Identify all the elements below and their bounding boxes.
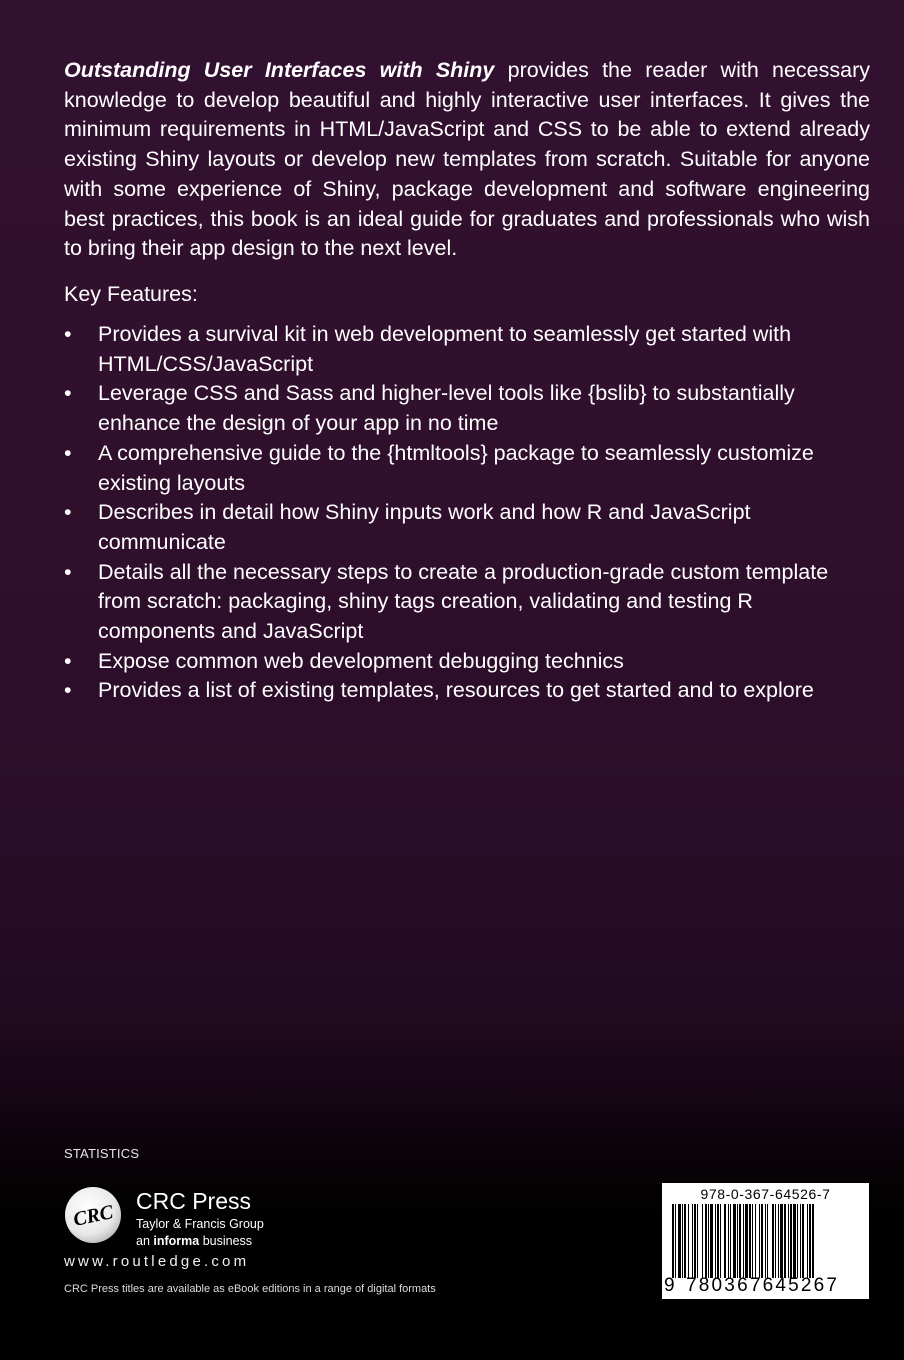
barcode-bar — [710, 1204, 713, 1278]
isbn-barcode — [662, 1183, 869, 1299]
bullet-icon: • — [64, 381, 72, 406]
key-features-list — [64, 320, 874, 706]
barcode-bar — [692, 1204, 693, 1278]
barcode-bar — [778, 1204, 779, 1278]
barcode-bar — [724, 1204, 726, 1278]
barcode-bar — [672, 1204, 674, 1278]
list-item — [64, 676, 874, 706]
crc-logo-icon — [64, 1186, 122, 1244]
blurb-paragraph — [64, 56, 870, 264]
informa-brand: informa — [153, 1234, 200, 1248]
feature-text: A comprehensive guide to the {htmltools} package to seamlessly customize existing layouts — [98, 440, 814, 495]
barcode-bar — [694, 1204, 696, 1278]
bullet-icon: • — [64, 500, 72, 525]
barcode-bar — [739, 1204, 741, 1278]
barcode-bar — [767, 1204, 768, 1278]
feature-text: Provides a survival kit in web development to seamlessly get started with HTML/CSS/JavaScript — [98, 322, 792, 376]
barcode-first-digit: 9 — [664, 1275, 675, 1296]
bullet-icon: • — [64, 322, 72, 346]
barcode-bar — [788, 1204, 789, 1278]
barcode-bar — [720, 1204, 721, 1278]
barcode-bar — [765, 1204, 766, 1278]
barcode-bar — [755, 1204, 756, 1278]
bullet-icon: • — [64, 648, 72, 673]
list-item — [64, 439, 874, 498]
barcode-bar — [761, 1204, 763, 1278]
list-item — [64, 320, 874, 379]
publisher-block — [64, 1186, 364, 1256]
feature-text: Expose common web development debugging technics — [98, 648, 624, 673]
subject-category: STATISTICS — [64, 1146, 140, 1161]
barcode-bar — [749, 1204, 751, 1278]
barcode-bar — [682, 1204, 683, 1278]
barcode-bar — [800, 1204, 801, 1278]
barcode-bar — [733, 1204, 736, 1278]
list-item — [64, 379, 874, 438]
barcode-bar — [675, 1204, 676, 1278]
barcode-bar — [737, 1204, 738, 1278]
barcode-bar — [780, 1204, 783, 1278]
informa-prefix: an — [136, 1234, 154, 1248]
barcode-bar — [705, 1204, 707, 1278]
barcode-bar — [684, 1204, 686, 1278]
publisher-website: www.routledge.com — [64, 1253, 250, 1270]
blurb-text: provides the reader with necessary knowledge to develop beautiful and highly interactive user interfaces. It gives the minimum requirements in HTML/JavaScript and CSS to be able to extend already existing Shiny layouts or develop new templates from scratch. Suitable for anyone with some experience of Shiny, package development and software engineering best practices, this book is an ideal guide for graduates and professionals who wish to bring their app design to the next level. — [64, 58, 870, 261]
barcode-bar — [797, 1204, 798, 1278]
barcode-bar — [717, 1204, 719, 1278]
barcode-bar — [728, 1204, 729, 1278]
isbn-number: 978-0-367-64526-7 — [700, 1186, 831, 1202]
feature-text: Describes in detail how Shiny inputs work and how R and JavaScript communicate — [98, 500, 751, 554]
barcode-bar — [790, 1204, 792, 1278]
publisher-name: CRC Press — [136, 1188, 252, 1214]
barcode-bar — [784, 1204, 786, 1278]
barcode-bar — [715, 1204, 716, 1278]
barcode-icon — [672, 1204, 862, 1278]
book-title: Outstanding User Interfaces with Shiny — [64, 58, 495, 82]
barcode-digits: 780367645267 — [686, 1275, 840, 1296]
barcode-bar — [812, 1204, 814, 1278]
barcode-bar — [702, 1204, 703, 1278]
barcode-bar — [688, 1204, 689, 1278]
informa-line — [136, 1234, 252, 1248]
barcode-bar — [809, 1204, 811, 1278]
informa-suffix: business — [199, 1234, 253, 1248]
barcode-bar — [772, 1204, 774, 1278]
barcode-bar — [807, 1204, 808, 1278]
barcode-bar — [793, 1204, 796, 1278]
barcode-bar — [743, 1204, 744, 1278]
barcode-bar — [745, 1204, 748, 1278]
barcode-bar — [697, 1204, 698, 1278]
barcode-bar — [678, 1204, 681, 1278]
list-item — [64, 498, 874, 557]
barcode-bar — [730, 1204, 731, 1278]
barcode-bar — [752, 1204, 753, 1278]
barcode-bar — [708, 1204, 709, 1278]
ebook-note: CRC Press titles are available as eBook editions in a range of digital formats — [64, 1283, 436, 1295]
bullet-icon: • — [64, 440, 72, 465]
feature-text: Provides a list of existing templates, resources to get started and to explore — [98, 678, 814, 703]
feature-text: Leverage CSS and Sass and higher-level tools like {bslib} to substantially enhance the design of your app in no time — [98, 381, 795, 436]
crc-logo-text: CRC — [71, 1201, 116, 1231]
blurb — [64, 56, 870, 264]
barcode-bar — [759, 1204, 760, 1278]
bullet-icon: • — [64, 678, 72, 703]
bullet-icon: • — [64, 559, 72, 584]
list-item — [64, 647, 874, 677]
barcode-bar — [775, 1204, 776, 1278]
feature-text: Details all the necessary steps to create a production-grade custom template from scratch: packaging, shiny tags creation, validating and testing R components and JavaScript — [98, 559, 829, 644]
publisher-group: Taylor & Francis Group — [136, 1217, 264, 1231]
list-item — [64, 558, 874, 647]
key-features-heading: Key Features: — [64, 282, 198, 306]
barcode-bar — [802, 1204, 804, 1278]
